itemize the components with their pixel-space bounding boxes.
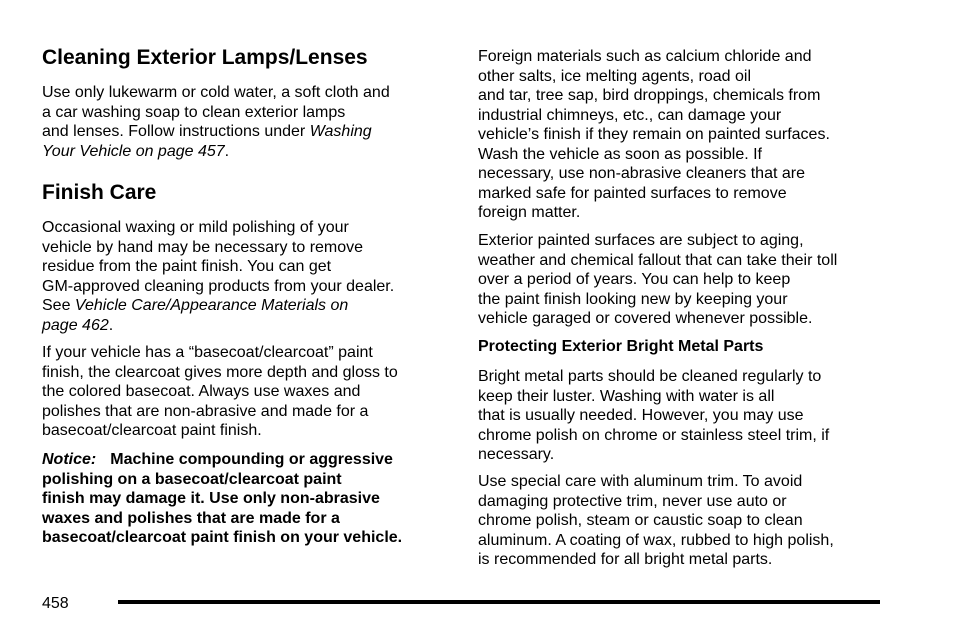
text-line: keep their luster. Washing with water is all (478, 387, 775, 405)
text-line (42, 316, 113, 336)
text-line: marked safe for painted surfaces to remove (478, 184, 787, 202)
text-line: damaging protective trim, never use auto or (478, 492, 787, 510)
text-line: chrome polish on chrome or stainless steel trim, if (478, 426, 830, 444)
text-line: is recommended for all bright metal parts. (478, 551, 773, 568)
text-line (42, 142, 229, 162)
text-line: aluminum. A coating of wax, rubbed to high polish, (478, 531, 834, 549)
text-line: necessary. (478, 446, 555, 463)
text-line: If your vehicle has a “basecoat/clearcoat” paint (42, 344, 373, 361)
text-line: Bright metal parts should be cleaned regularly to (478, 368, 822, 385)
text-line: vehicle garaged or covered whenever possible. (478, 310, 813, 327)
text-line: a car washing soap to clean exterior lamps (42, 103, 346, 121)
text-line: finish may damage it. Use only non-abrasive (42, 490, 380, 507)
bright-metal-heading: Protecting Exterior Bright Metal Parts (478, 338, 764, 355)
text-line: polishes that are non-abrasive and made for a (42, 402, 369, 420)
text-line: polishing on a basecoat/clearcoat paint (42, 470, 342, 488)
text-line (42, 122, 372, 142)
text-line: Occasional waxing or mild polishing of your (42, 219, 349, 236)
footer-rule (118, 600, 880, 604)
text-line: necessary, use non-abrasive cleaners that are (478, 165, 805, 182)
text-line: vehicle’s finish if they remain on painted surfaces. (478, 126, 830, 143)
text-line (42, 296, 348, 316)
text-line: weather and chemical fallout that can take their toll (478, 251, 838, 269)
text-span: and lenses. Follow instructions under (42, 123, 310, 140)
text-line: Foreign materials such as calcium chloride and (478, 48, 812, 65)
text-line: residue from the paint finish. You can get (42, 258, 332, 275)
text-line: other salts, ice melting agents, road oil (478, 67, 752, 85)
cross-reference-link[interactable]: Washing (309, 123, 372, 140)
cleaning-heading: Cleaning Exterior Lamps/Lenses (42, 46, 368, 69)
page-number: 458 (42, 595, 69, 612)
text-line: finish, the clearcoat gives more depth and gloss to (42, 363, 398, 381)
text-line: chrome polish, steam or caustic soap to clean (478, 512, 803, 529)
text-line: basecoat/clearcoat paint finish on your vehicle. (42, 529, 403, 546)
text-line: over a period of years. You can help to keep (478, 271, 791, 288)
text-line: basecoat/clearcoat paint finish. (42, 422, 262, 439)
notice-label: Notice: (42, 451, 97, 468)
text-line: that is usually needed. However, you may use (478, 407, 804, 424)
cross-reference-link[interactable]: Vehicle Care/Appearance Materials on (74, 297, 349, 314)
text-line: Use only lukewarm or cold water, a soft cloth and (42, 84, 390, 101)
text-line: the paint finish looking new by keeping your (478, 290, 788, 308)
text-line: vehicle by hand may be necessary to remove (42, 238, 364, 256)
cross-reference-link[interactable]: page 462 (42, 316, 109, 334)
text-line: foreign matter. (478, 204, 581, 221)
text-line: waxes and polishes that are made for a (42, 509, 340, 527)
cross-reference-link[interactable]: Your Vehicle on page 457 (42, 142, 225, 160)
text-span: . (224, 142, 230, 160)
text-line: industrial chimneys, etc., can damage your (478, 106, 782, 124)
text-line (42, 450, 393, 470)
text-span: . (108, 316, 114, 334)
text-span: See (42, 297, 75, 314)
text-span: Machine compounding or aggressive (110, 451, 393, 468)
text-line: Use special care with aluminum trim. To avoid (478, 473, 803, 490)
text-line: the colored basecoat. Always use waxes and (42, 383, 361, 400)
text-line: Exterior painted surfaces are subject to aging, (478, 232, 804, 249)
text-line: and tar, tree sap, bird droppings, chemicals from (478, 87, 821, 104)
finish-care-heading: Finish Care (42, 181, 157, 204)
text-line: Wash the vehicle as soon as possible. If (478, 145, 762, 163)
text-line: GM-approved cleaning products from your dealer. (42, 277, 395, 295)
